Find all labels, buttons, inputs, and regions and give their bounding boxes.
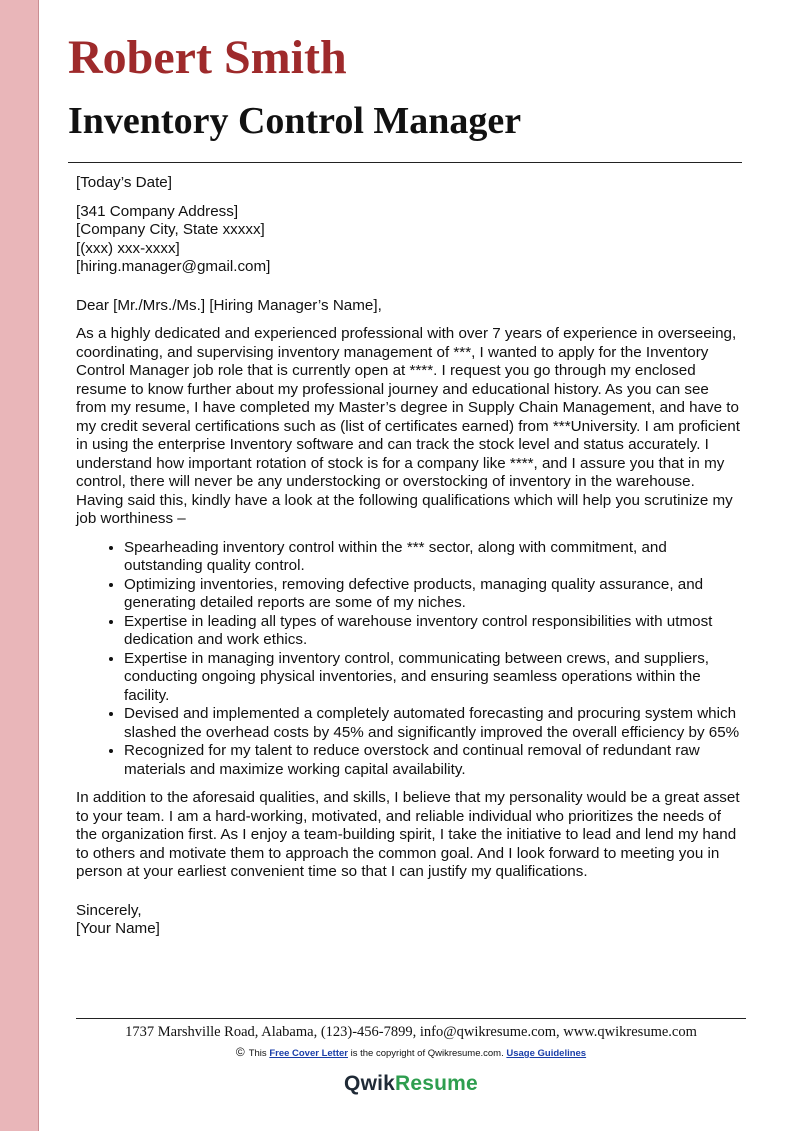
list-item: • Devised and implemented a completely automated forecasting and procuring system which slashed the overhead costs by 45% and significantly improved the overall efficiency by 65% <box>124 705 740 742</box>
free-cover-letter-link[interactable]: Free Cover Letter <box>269 1048 348 1059</box>
copyright-notice <box>76 1045 746 1061</box>
candidate-name: Robert Smith <box>68 31 347 84</box>
letter-date: [Today’s Date] <box>76 174 172 191</box>
qwikresume-logo <box>76 1071 746 1097</box>
list-item: • Spearheading inventory control within the *** sector, along with commitment, and outstanding quality control. <box>124 539 740 576</box>
letter-body <box>76 174 740 939</box>
intro-paragraph: As a highly dedicated and experienced professional with over 7 years of experience in overseeing, coordinating, and supervising inventory management of ***, I wanted to apply for the Inventory Control Manager job role that is currently open at ****. I request you go through my enclosed resume to know further about my professional journey and educational history. As you can see from my resume, I have completed my Master’s degree in Supply Chain Management, and have to my credit several certifications such as (list of certificates earned) from ***University. I am proficient in using the enterprise Inventory software and can track the stock level and status accurately. I understand how important rotation of stock is for a company like ****, and I assure you that in my control, there will never be any understocking or overstocking of inventory in the warehouse. Having said this, kindly have a look at the following qualifications which will help you scrutinize my job worthiness – <box>76 325 740 527</box>
closing: Sincerely, <box>76 901 142 919</box>
footer-contact: 1737 Marshville Road, Alabama, (123)-456-7899, info@qwikresume.com, www.qwikresume.com <box>125 1024 697 1040</box>
signature: [Your Name] <box>76 920 160 937</box>
salutation: Dear [Mr./Mrs./Ms.] [Hiring Manager’s Name], <box>76 296 382 314</box>
list-item: • Expertise in leading all types of warehouse inventory control responsibilities with utmost dedication and work ethics. <box>124 613 740 650</box>
list-item: • Expertise in managing inventory control, communicating between crews, and suppliers, conducting ongoing physical inventories, and ensuring seamless operations within the facility. <box>124 650 740 706</box>
closing-paragraph: In addition to the aforesaid qualities, and skills, I believe that my personality would be a great asset to your team. I am a hard-working, motivated, and reliable individual who prioritizes the needs of the organization first. As I enjoy a team-building spirit, I take the initiative to lead and lend my hand to others and motivate them to approach the common goal. And I look forward to meeting you in person at your earliest convenient time so that I can justify my qualifications. <box>76 789 740 880</box>
address-line: [(xxx) xxx-xxxx] <box>76 239 180 257</box>
usage-guidelines-link[interactable]: Usage Guidelines <box>506 1048 587 1059</box>
address-line: [341 Company Address] <box>76 202 239 220</box>
address-line: [Company City, State xxxxx] <box>76 221 265 238</box>
side-decor-band <box>0 0 39 1131</box>
recipient-address <box>76 203 740 277</box>
list-item: • Optimizing inventories, removing defective products, managing quality assurance, and generating detailed reports are some of my niches. <box>124 576 740 613</box>
job-title: Inventory Control Manager <box>68 100 522 142</box>
logo-resume: Resume <box>395 1072 478 1095</box>
footer-divider <box>76 1018 746 1019</box>
copyright-icon: © <box>235 1045 245 1059</box>
address-line: [hiring.manager@gmail.com] <box>76 258 271 275</box>
header-divider <box>68 162 742 163</box>
list-item: • Recognized for my talent to reduce overstock and continual removal of redundant raw materials and maximize working capital availability. <box>124 742 740 779</box>
logo-qwik: Qwik <box>344 1072 396 1095</box>
qualifications-list <box>76 539 740 780</box>
copyright-mid: is the copyright of Qwikresume.com. <box>350 1048 504 1059</box>
copyright-pre: This <box>248 1048 267 1059</box>
